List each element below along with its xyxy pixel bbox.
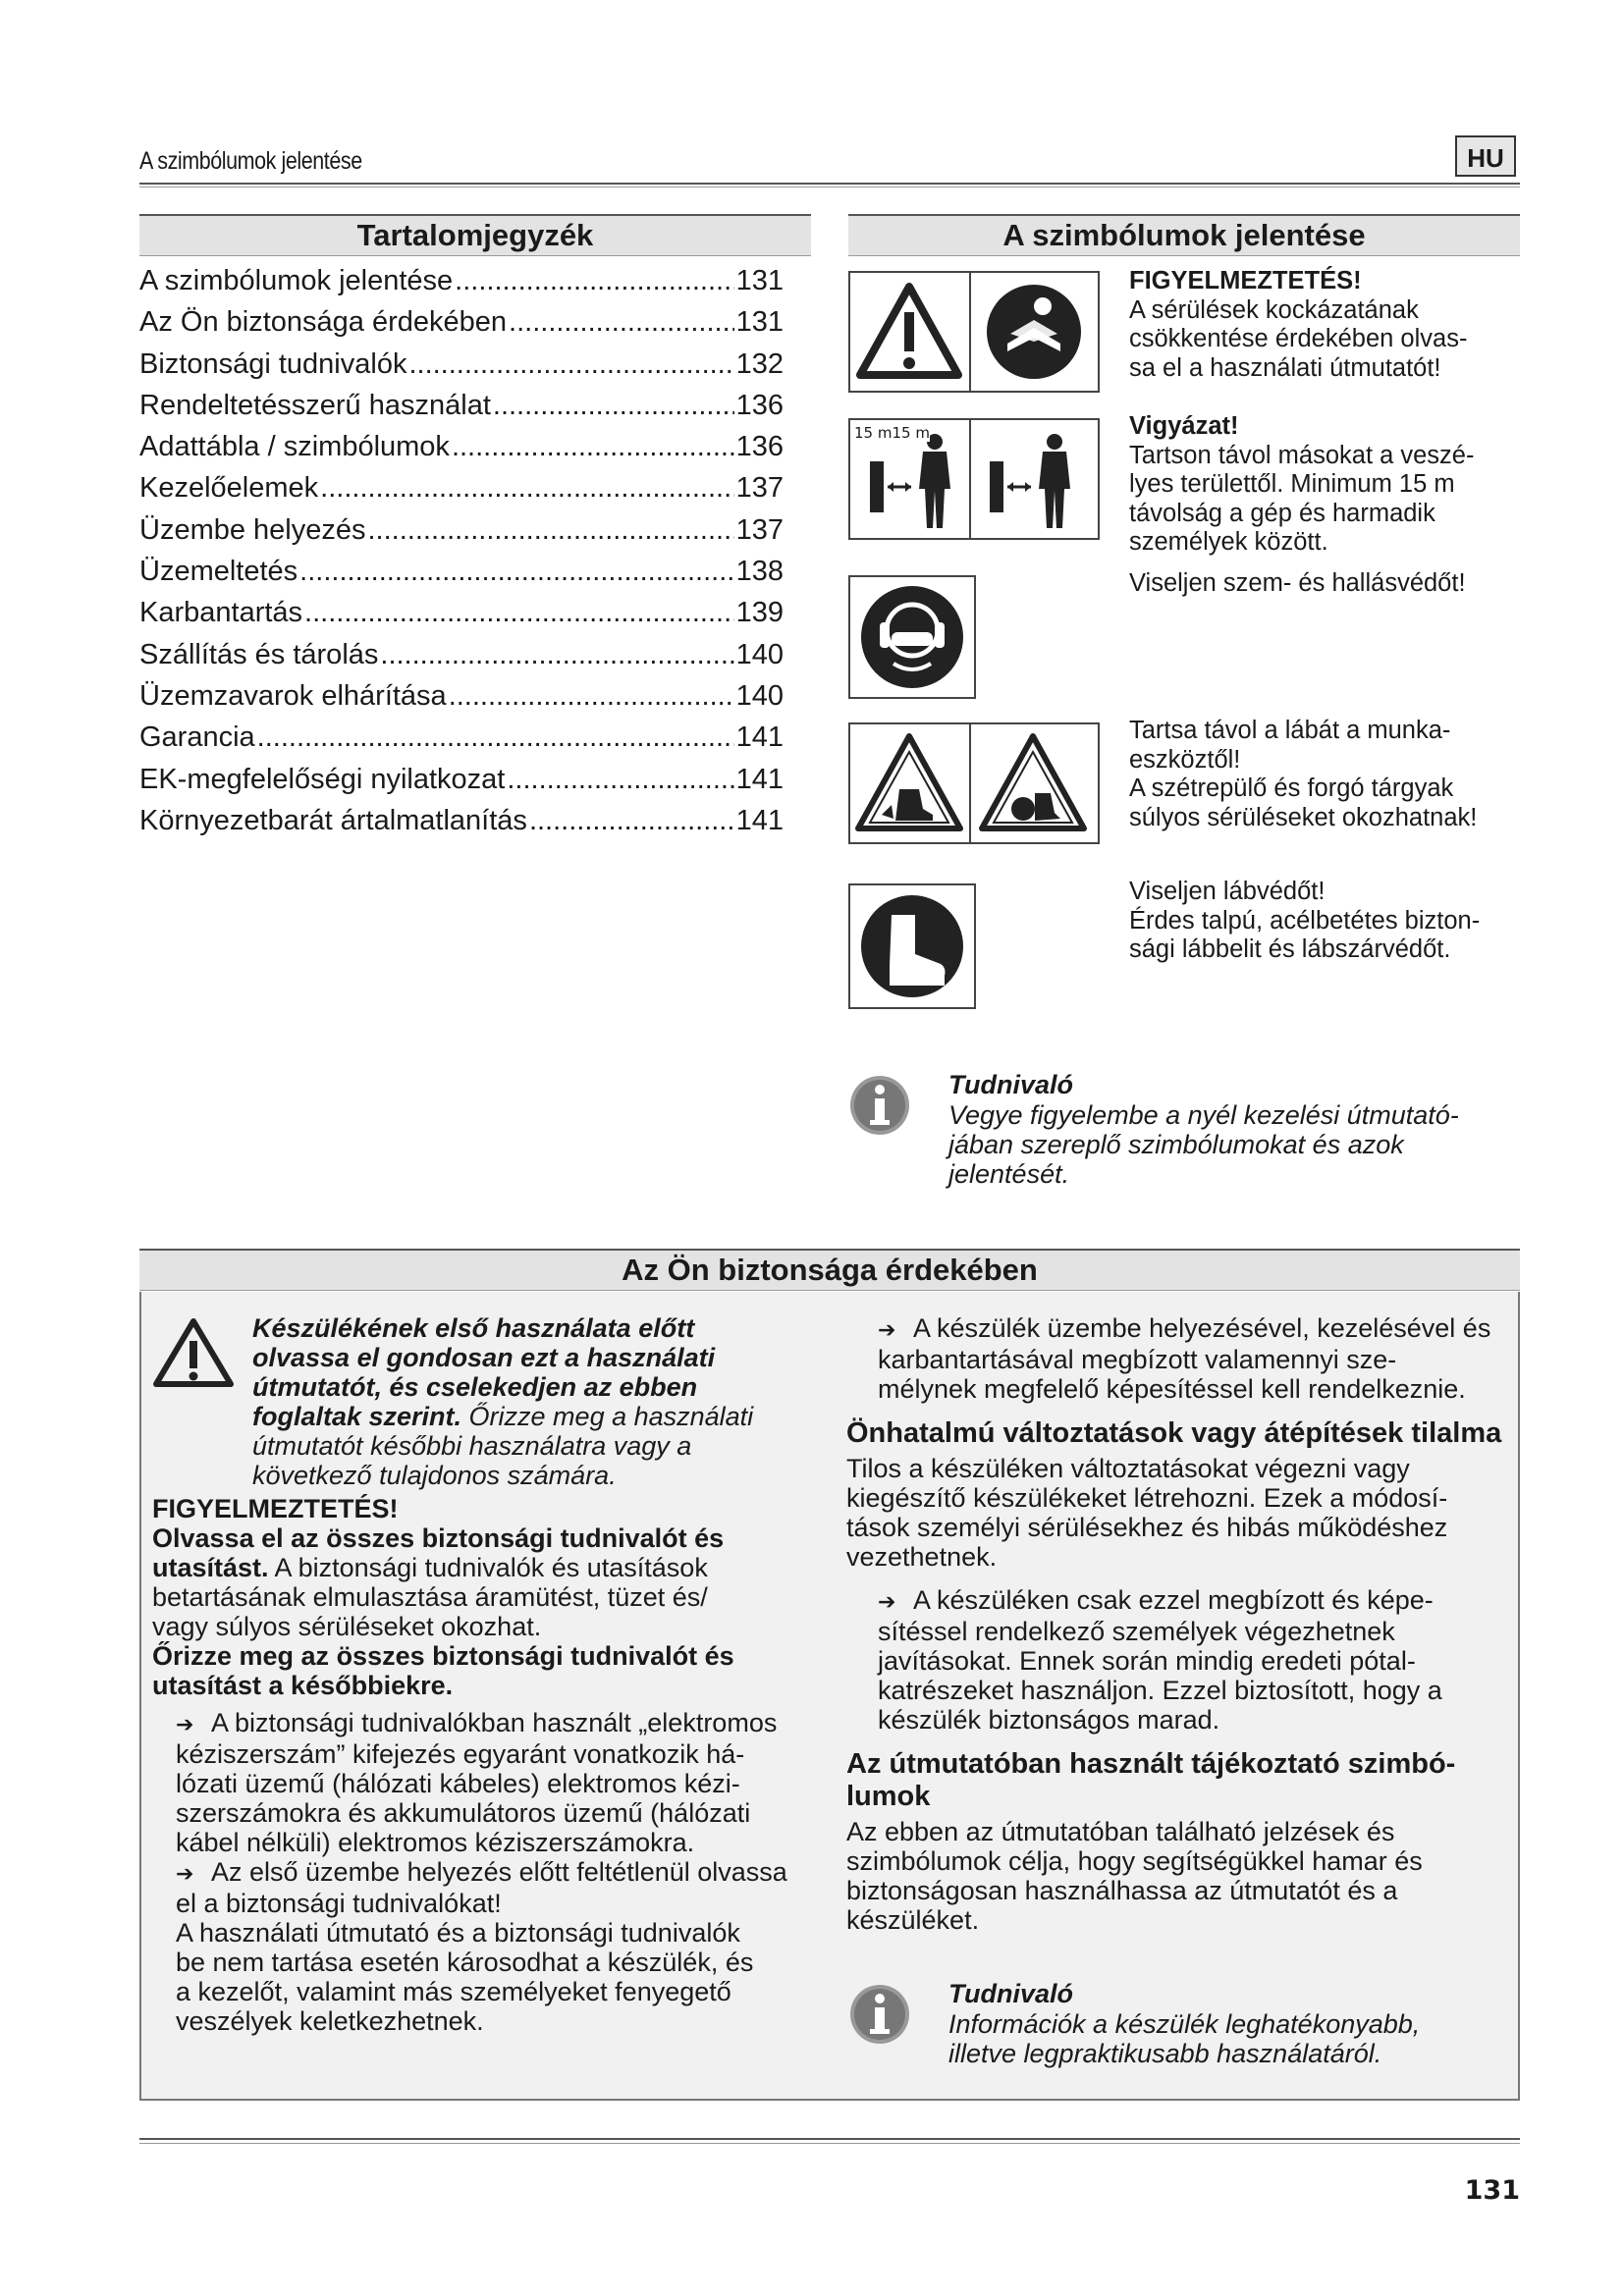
toc-entry-label: Környezetbarát ártalmatlanítás	[139, 804, 527, 836]
bullet-line: A biztonsági tudnivalókban használt „elektromos	[211, 1708, 778, 1737]
distance-label: 15 m15 m	[854, 424, 930, 442]
protection-symbol-panel	[848, 575, 976, 699]
arrow-icon: ➔	[878, 1317, 896, 1342]
toc-entry[interactable]	[139, 556, 784, 597]
toc-leader-dots	[408, 348, 733, 381]
footer-rule	[139, 2138, 1520, 2140]
feet-line: eszköztől!	[1129, 745, 1241, 774]
toc-entry[interactable]	[139, 390, 784, 431]
toc-entry-page: 136	[735, 431, 784, 463]
toc-leader-dots	[257, 721, 734, 754]
toc-entry[interactable]	[139, 265, 784, 306]
warning-line: Olvassa el az összes biztonsági tudnivalót és	[152, 1523, 725, 1553]
safety-boots-icon	[850, 885, 974, 1007]
toc-entry-page: 131	[735, 265, 784, 296]
toc-leader-dots	[368, 514, 734, 547]
arrow-icon: ➔	[176, 1861, 194, 1886]
distance-heading: Vigyázat!	[1129, 412, 1239, 440]
toc-entry-page: 141	[735, 721, 784, 754]
note-title: Tudnivaló	[948, 1070, 1074, 1099]
running-header-title: A szimbólumok jelentése	[139, 147, 362, 175]
toc-leader-dots	[493, 390, 734, 422]
bullet-line: sítéssel rendelkező személyek végezhetnek	[878, 1617, 1395, 1646]
toc-entry-page: 141	[735, 763, 784, 795]
heading-line: lumok	[846, 1781, 931, 1812]
warning-heading: FIGYELMEZTETÉS!	[1129, 267, 1362, 294]
warning-line: vagy súlyos sérüléseket okozhat.	[152, 1612, 542, 1641]
toc-entry[interactable]	[139, 721, 784, 763]
note-line: Információk a készülék leghatékonyabb,	[948, 2009, 1421, 2039]
feet-line: A szétrepülő és forgó tárgyak	[1129, 774, 1454, 802]
toc-entry-label: Rendeltetésszerű használat	[139, 389, 491, 421]
intro-line: Készülékének első használata előtt	[252, 1313, 695, 1343]
para-line: veszélyek keletkezhetnek.	[176, 2006, 484, 2036]
para-line: biztonságosan használhassa az útmutatót és a	[846, 1876, 1398, 1905]
symbols-note	[948, 1070, 1518, 1189]
toc-entry[interactable]	[139, 805, 784, 846]
bullet-line: katrészeket használjon. Ezzel biztosított, hogy a	[878, 1676, 1442, 1705]
toc-entry[interactable]	[139, 348, 784, 390]
toc-entry-label: Garancia	[139, 721, 255, 754]
bullet-line: kéziszerszám” kifejezés egyaránt vonatkozik há-	[176, 1739, 745, 1769]
safety-intro	[152, 1313, 849, 1490]
toc-entry[interactable]	[139, 514, 784, 556]
toc-entry-page: 137	[735, 472, 784, 505]
toc-leader-dots	[509, 306, 734, 339]
info-symbols-heading	[846, 1748, 1534, 1813]
bullet-line: Az első üzembe helyezés előtt feltétlenül olvassa	[211, 1857, 787, 1887]
note-line: jelentését.	[948, 1159, 1070, 1189]
intro-line: olvassa el gondosan ezt a használati	[252, 1343, 716, 1372]
para-line: a kezelőt, valamint más személyeket fenyegető	[176, 1977, 731, 2006]
para-line: kiegészítő készülékeket létrehozni. Ezek a módosí-	[846, 1483, 1448, 1513]
warning-line: sa el a használati útmutatót!	[1129, 353, 1441, 382]
para-line: be nem tartása esetén károsodhat a készülék, és	[176, 1948, 754, 1977]
bullet-first-use	[152, 1857, 849, 1918]
note-title: Tudnivaló	[948, 1979, 1074, 2008]
intro-line: következő tulajdonos számára.	[252, 1461, 617, 1490]
bullet-line: mélynek megfelelő képesítéssel kell rendelkeznie.	[878, 1374, 1466, 1404]
toc-entry-label: Az Ön biztonsága érdekében	[139, 306, 508, 339]
toc-entry[interactable]	[139, 472, 784, 513]
para-line: Az ebben az útmutatóban található jelzések és	[846, 1817, 1395, 1846]
toc-entry-label: Kezelőelemek	[139, 472, 319, 505]
toc-entry[interactable]	[139, 431, 784, 472]
toc-entry-label: A szimbólumok jelentése	[139, 265, 454, 296]
table-of-contents	[139, 265, 784, 846]
toc-leader-dots	[449, 680, 734, 713]
toc-entry-page: 132	[735, 347, 784, 380]
bullet-line: A készüléken csak ezzel megbízott és képe-	[913, 1585, 1434, 1615]
page-number: 131	[1464, 2175, 1520, 2206]
info-symbols-text	[846, 1817, 1534, 1935]
warning-triangle-icon	[850, 273, 1098, 391]
distance-line: távolság a gép és harmadik	[1129, 499, 1435, 527]
toc-entry-label: Karbantartás	[139, 597, 303, 629]
toc-entry-label: Üzembe helyezés	[139, 513, 366, 546]
para-line: tások személyi sérülésekhez és hibás működéshez	[846, 1513, 1448, 1542]
keep-line: Őrizze meg az összes biztonsági tudnivalót és	[152, 1641, 734, 1671]
warning-heading: FIGYELMEZTETÉS!	[152, 1494, 399, 1523]
bullet-line: lózati üzemű (hálózati kábeles) elektromos kézi-	[176, 1769, 740, 1798]
safety-left-column	[152, 1313, 849, 2036]
toc-leader-dots	[304, 597, 734, 629]
intro-line: foglaltak szerint.	[252, 1402, 462, 1431]
toc-leader-dots	[455, 265, 733, 297]
toc-entry-label: Üzemeltetés	[139, 556, 298, 588]
note-line: Vegye figyelembe a nyél kezelési útmutató-	[948, 1100, 1459, 1130]
para-line: készüléket.	[846, 1905, 980, 1935]
toc-entry[interactable]	[139, 680, 784, 721]
symbols-heading: A szimbólumok jelentése	[848, 214, 1520, 256]
boots-line: sági lábbelit és lábszárvédőt.	[1129, 935, 1451, 963]
toc-entry[interactable]	[139, 639, 784, 680]
warning-symbol-panel	[848, 271, 1100, 393]
arrow-icon: ➔	[878, 1589, 896, 1614]
bullet-line: karbantartásával megbízott valamennyi sze-	[878, 1345, 1397, 1374]
intro-line: Őrizze meg a használati	[461, 1402, 754, 1431]
bullet-line: kábel nélküli) elektromos kéziszerszámokra.	[176, 1828, 695, 1857]
bullet-line: el a biztonsági tudnivalókat!	[176, 1889, 502, 1918]
feet-symbol-panel	[848, 722, 1100, 844]
bullet-electric-tool	[152, 1708, 849, 1857]
feet-line: súlyos sérüléseket okozhatnak!	[1129, 803, 1478, 831]
note-line: jában szereplő szimbólumokat és azok	[948, 1130, 1404, 1159]
para-consequences	[152, 1918, 849, 2036]
bullet-line: A készülék üzembe helyezésével, kezelésével és	[913, 1313, 1491, 1343]
bullet-repairs	[846, 1585, 1534, 1735]
boots-symbol-panel	[848, 883, 976, 1009]
toc-entry-page: 140	[735, 679, 784, 712]
arrow-icon: ➔	[176, 1712, 194, 1736]
toc-entry[interactable]	[139, 597, 784, 638]
bullet-line: javításokat. Ennek során mindig eredeti pótal-	[878, 1646, 1416, 1676]
toc-entry-label: Biztonsági tudnivalók	[139, 347, 407, 380]
warning-line: A sérülések kockázatának	[1129, 295, 1419, 324]
bullet-qualified-personnel	[846, 1313, 1534, 1404]
safety-note	[948, 1979, 1518, 2068]
warning-line: csökkentése érdekében olvas-	[1129, 325, 1468, 352]
toc-entry-page: 136	[735, 389, 784, 421]
intro-line: útmutatót, és cselekedjen az ebben	[252, 1372, 698, 1402]
safety-warning	[152, 1494, 849, 1700]
toc-entry-label: EK-megfelelőségi nyilatkozat	[139, 763, 506, 795]
toc-leader-dots	[299, 556, 733, 588]
toc-entry-page: 138	[735, 556, 784, 588]
distance-line: lyes területtől. Minimum 15 m	[1129, 470, 1455, 498]
toc-entry-label: Üzemzavarok elhárítása	[139, 679, 447, 712]
header-rule	[139, 183, 1520, 185]
info-icon	[848, 1983, 911, 2046]
warning-line: A biztonsági tudnivalók és utasítások	[268, 1553, 708, 1582]
language-badge: HU	[1455, 135, 1516, 177]
note-line: illetve legpraktikusabb használatáról.	[948, 2039, 1382, 2068]
toc-entry-page: 141	[735, 804, 784, 836]
toc-leader-dots	[320, 472, 733, 505]
boots-line: Érdes talpú, acélbetétes bizton-	[1129, 906, 1481, 934]
keep-feet-away-icon	[850, 724, 1098, 842]
modification-heading: Önhatalmú változtatások vagy átépítések tilalma	[846, 1417, 1502, 1449]
heading-line: Az útmutatóban használt tájékoztató szimbó-	[846, 1748, 1456, 1780]
warning-line: utasítást.	[152, 1553, 269, 1582]
bullet-line: szerszámokra és akkumulátoros üzemű (hálózati	[176, 1798, 751, 1828]
toc-entry-label: Adattábla / szimbólumok	[139, 431, 450, 463]
toc-leader-dots	[529, 805, 734, 837]
toc-heading: Tartalomjegyzék	[139, 214, 811, 256]
toc-leader-dots	[507, 764, 733, 796]
toc-entry-page: 139	[735, 597, 784, 629]
safety-right-column	[846, 1313, 1534, 1949]
distance-line: személyek között.	[1129, 528, 1328, 556]
warning-symbol-text	[1129, 267, 1522, 383]
warning-line: betartásának elmulasztása áramütést, tüzet és/	[152, 1582, 708, 1612]
toc-entry[interactable]	[139, 764, 784, 805]
keep-line: utasítást a későbbiekre.	[152, 1671, 454, 1700]
para-line: szimbólumok célja, hogy segítségükkel hamar és	[846, 1846, 1423, 1876]
toc-entry-page: 140	[735, 638, 784, 670]
toc-entry-page: 131	[735, 306, 784, 339]
boots-symbol-text	[1129, 878, 1522, 965]
eye-ear-protection-icon	[850, 577, 974, 697]
distance-symbol-text	[1129, 412, 1522, 558]
para-line: vezethetnek.	[846, 1542, 998, 1572]
boots-line: Viseljen lábvédőt!	[1129, 878, 1326, 905]
safety-heading: Az Ön biztonsága érdekében	[139, 1249, 1520, 1291]
toc-entry-label: Szállítás és tárolás	[139, 638, 379, 670]
footer-rule-thin	[139, 2143, 1520, 2144]
distance-line: Tartson távol másokat a veszé-	[1129, 441, 1475, 469]
toc-entry-page: 137	[735, 513, 784, 546]
bullet-line: készülék biztonságos marad.	[878, 1705, 1220, 1735]
toc-entry[interactable]	[139, 306, 784, 347]
para-line: A használati útmutató és a biztonsági tudnivalók	[176, 1918, 740, 1948]
intro-line: útmutatót későbbi használatra vagy a	[252, 1431, 692, 1461]
toc-leader-dots	[380, 639, 733, 671]
feet-line: Tartsa távol a lábát a munka-	[1129, 717, 1451, 744]
info-icon	[848, 1074, 911, 1137]
para-line: Tilos a készüléken változtatásokat végezni vagy	[846, 1454, 1410, 1483]
protection-text: Viseljen szem- és hallásvédőt!	[1129, 569, 1466, 597]
feet-symbol-text	[1129, 717, 1522, 832]
modification-text	[846, 1454, 1534, 1572]
toc-leader-dots	[452, 431, 734, 463]
